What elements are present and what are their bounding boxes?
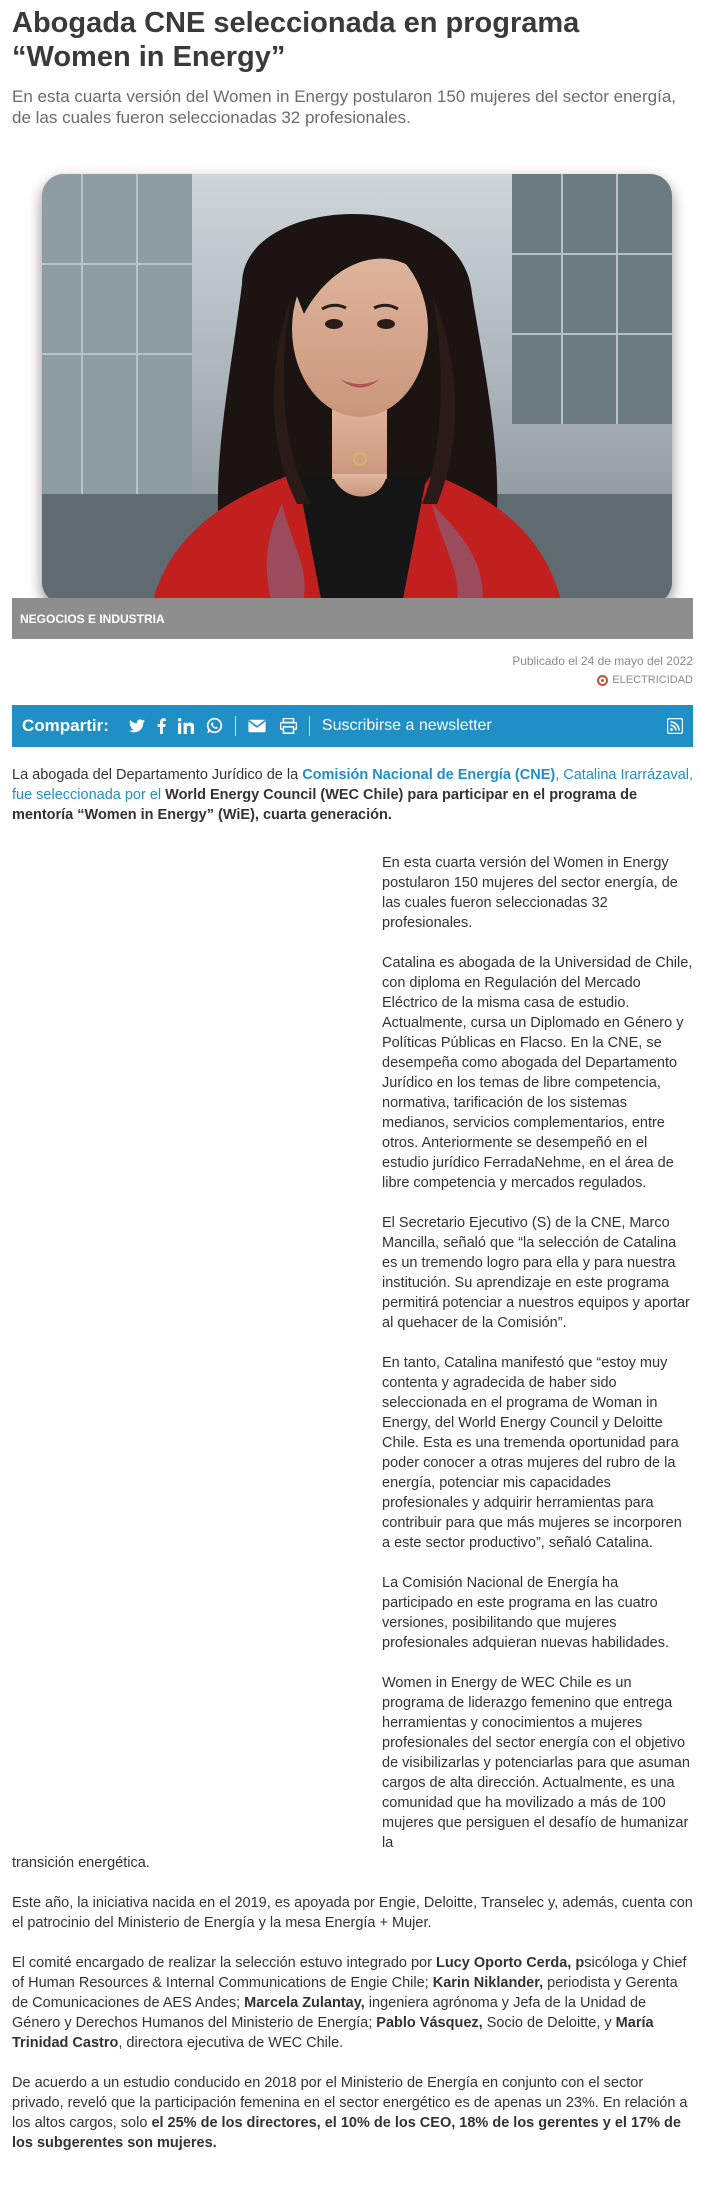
email-icon[interactable] bbox=[248, 719, 266, 733]
p9-bold-1: el 25% de los directores, el 10% de los CEO, 18% de los gerentes y el 17% de los subgerentes son mujeres. bbox=[12, 2114, 681, 2151]
article-body bbox=[12, 765, 693, 2153]
topic-tag[interactable] bbox=[597, 672, 693, 688]
p8-text-4: ingeniera agrónoma y Jefa de la Unidad de Género y Derechos Humanos del Ministerio de Energía; bbox=[12, 1994, 647, 2031]
article-lede: En esta cuarta versión del Women in Energy postularon 150 mujeres del sector energía, de las cuales fueron seleccionadas 32 profesionales. bbox=[12, 87, 676, 127]
p8-bold-5: María Trinidad Castro bbox=[12, 2014, 654, 2051]
p9-text-1: De acuerdo a un estudio conducido en 2018 por el Ministerio de Energía en conjunto con el sector privado, reveló que la participación femenina en el sector energético es de apenas un 23%. En relación a los altos cargos, solo bbox=[12, 2074, 688, 2131]
body-paragraph-3: El Secretario Ejecutivo (S) de la CNE, Marco Mancilla, señaló que “la selección de Catalina es un tremendo logro para ella y para nuestra institución. Su aprendizaje en este programa permitirá potenciar a nuestros equipos y aportar al quehacer de la Comisión”. bbox=[382, 1214, 690, 1331]
share-icons bbox=[129, 716, 223, 736]
topic-tag-label[interactable]: ELECTRICIDAD bbox=[612, 674, 693, 686]
body-paragraph-6-end: transición energética. bbox=[12, 1854, 150, 1871]
body-paragraph-5: La Comisión Nacional de Energía ha participado en este programa en las cuatro versiones, posibilitando que mujeres profesionales adquieran nuevas habilidades. bbox=[382, 1574, 669, 1651]
body-paragraph-4: En tanto, Catalina manifestó que “estoy muy contenta y agradecida de haber sido seleccionada en el programa de Woman in Energy, del World Energy Council y Deloitte Chile. Esta es una tremenda oportunidad para poder conocer a otras mujeres del rubro de la energía, potenciar mis capacidades profesionales y adquirir herramientas para contribuir para que más mujeres se incorporen a este sector productivo”, señaló Catalina. bbox=[382, 1354, 682, 1551]
intro-paragraph bbox=[12, 765, 693, 825]
article-column bbox=[382, 853, 693, 1853]
hero-photo bbox=[42, 174, 672, 604]
body-paragraph-6: Women in Energy de WEC Chile es un programa de liderazgo femenino que entrega herramientas y conocimientos a mujeres profesionales del sector energía con el objetivo de visibilizarlas y potenciarlas para que asuman cargos de alta dirección. Actualmente, es una comunidad que ha movilizado a más de 100 mujeres que persiguen el desafío de humanizar la bbox=[382, 1674, 690, 1851]
body-paragraph-1: En esta cuarta versión del Women in Energy postularon 150 mujeres del sector energía, de las cuales fueron seleccionadas 32 profesionales. bbox=[382, 854, 678, 931]
share-divider bbox=[235, 716, 236, 736]
p8-text-5: Socio de Deloitte, y bbox=[482, 2014, 616, 2031]
category-band bbox=[12, 598, 693, 639]
p8-bold-1: Lucy Oporto Cerda, p bbox=[435, 1954, 585, 1971]
article-headline: Abogada CNE seleccionada en programa “Women in Energy” bbox=[12, 7, 580, 73]
intro-link-text[interactable]: , Catalina Irarrázaval, fue seleccionada por el bbox=[12, 766, 694, 803]
article-meta bbox=[12, 653, 693, 689]
p8-bold-2: Karin Niklander, bbox=[432, 1974, 544, 1991]
intro-bold: World Energy Council (WEC Chile) para participar en el programa de mentoría “Women in Energy” (WiE), cuarta generación. bbox=[12, 786, 638, 823]
rss-icon[interactable] bbox=[667, 718, 683, 734]
category-label[interactable]: NEGOCIOS E INDUSTRIA bbox=[20, 612, 165, 626]
newsletter-link[interactable]: Suscribirse a newsletter bbox=[321, 716, 492, 734]
publish-date: Publicado el 24 de mayo del 2022 bbox=[512, 654, 693, 668]
article-full-width bbox=[12, 1853, 693, 2153]
intro-text: La abogada del Departamento Jurídico de la bbox=[12, 766, 303, 783]
body-paragraph-9 bbox=[12, 2073, 693, 2153]
twitter-icon[interactable] bbox=[129, 716, 145, 736]
p8-text-1: El comité encargado de realizar la selección estuvo integrado por bbox=[12, 1954, 436, 1971]
p8-bold-3: Marcela Zulantay, bbox=[244, 1994, 365, 2011]
cne-link[interactable]: Comisión Nacional de Energía (CNE) bbox=[302, 766, 556, 783]
whatsapp-icon[interactable] bbox=[206, 716, 223, 736]
electricity-icon bbox=[597, 675, 608, 686]
newsletter-divider bbox=[309, 716, 310, 736]
print-icon[interactable] bbox=[280, 718, 297, 734]
share-bar bbox=[12, 705, 693, 747]
body-paragraph-8 bbox=[12, 1953, 693, 2053]
p8-text-2: sicóloga y Chief of Human Resources & Internal Communications de Engie Chile; bbox=[12, 1954, 687, 1991]
p8-text-6: , directora ejecutiva de WEC Chile. bbox=[118, 2034, 344, 2051]
article-page bbox=[0, 6, 699, 2153]
hero-image-block bbox=[12, 156, 693, 639]
body-paragraph-2: Catalina es abogada de la Universidad de Chile, con diploma en Regulación del Mercado Eléctrico de la misma casa de estudio. Actualmente, cursa un Diplomado en Género y Políticas Públicas en Flacso. En la CNE, se desempeña como abogada del Departamento Jurídico en los temas de libre competencia, normativa, tarificación de los sistemas medianos, servicios complementarios, entre otros. Anteriormente se desempeñó en el estudio jurídico FerradaNehme, en el área de libre competencia y mercados regulados. bbox=[382, 954, 693, 1191]
body-paragraph-7: Este año, la iniciativa nacida en el 2019, es apoyada por Engie, Deloitte, Transelec y, además, cuenta con el patrocinio del Ministerio de Energía y la mesa Energía + Mujer. bbox=[12, 1894, 693, 1931]
share-label: Compartir: bbox=[22, 715, 109, 735]
p8-text-3: periodista y Gerenta de Comunicaciones de AES Andes; bbox=[12, 1974, 678, 2011]
facebook-icon[interactable] bbox=[157, 716, 166, 736]
p8-bold-4: Pablo Vásquez, bbox=[376, 2014, 483, 2031]
linkedin-icon[interactable] bbox=[178, 716, 194, 736]
